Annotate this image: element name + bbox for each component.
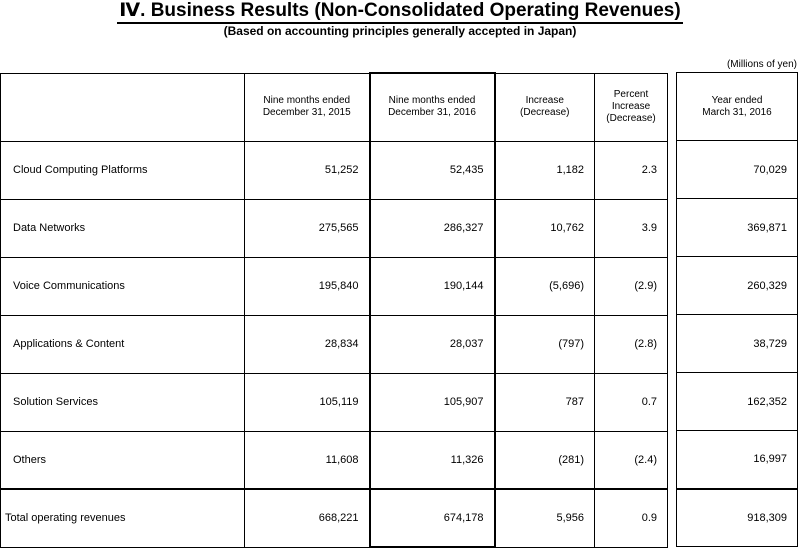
header-nine-months-2015 xyxy=(245,73,370,141)
header-line: Nine months ended xyxy=(263,95,351,106)
table-row xyxy=(677,257,798,315)
cell-2016: 286,327 xyxy=(370,199,495,257)
cell-percent: (2.9) xyxy=(595,257,668,315)
report-title xyxy=(0,0,800,22)
cell-increase: (5,696) xyxy=(495,257,595,315)
row-label: Voice Communications xyxy=(1,257,245,315)
cell-percent: (2.4) xyxy=(595,431,668,489)
cell-year: 369,871 xyxy=(677,199,798,257)
cell-2016: 105,907 xyxy=(370,373,495,431)
cell-year: 16,997 xyxy=(677,431,798,489)
header-year-ended xyxy=(677,73,798,141)
row-label: Others xyxy=(1,431,245,489)
header-line: Nine months ended xyxy=(388,95,476,107)
row-label: Solution Services xyxy=(1,373,245,431)
revenue-table xyxy=(0,72,668,548)
total-percent: 0.9 xyxy=(595,489,668,547)
table-row xyxy=(677,199,798,257)
unit-note: (Millions of yen) xyxy=(726,59,797,70)
row-label: Cloud Computing Platforms xyxy=(1,141,245,199)
cell-2015: 275,565 xyxy=(245,199,370,257)
table-row xyxy=(1,373,668,431)
total-row xyxy=(677,489,798,547)
header-line: (Decrease) xyxy=(520,107,570,118)
total-increase: 5,956 xyxy=(495,489,595,547)
cell-2015: 195,840 xyxy=(245,257,370,315)
cell-2015: 28,834 xyxy=(245,315,370,373)
cell-percent: 3.9 xyxy=(595,199,668,257)
cell-2016: 52,435 xyxy=(370,141,495,199)
header-percent-increase xyxy=(595,73,668,141)
header-line: March 31, 2016 xyxy=(702,106,772,118)
header-line: December 31, 2015 xyxy=(262,107,351,118)
year-ended-table xyxy=(676,72,798,547)
row-label: Data Networks xyxy=(1,199,245,257)
row-label: Applications & Content xyxy=(1,315,245,373)
header-nine-months-2016 xyxy=(370,73,495,141)
total-row xyxy=(1,489,668,547)
cell-2016: 190,144 xyxy=(370,257,495,315)
header-line: Percent xyxy=(613,89,649,100)
cell-increase: 10,762 xyxy=(495,199,595,257)
report-subtitle: (Based on accounting principles generally accepted in Japan) xyxy=(223,24,577,38)
table-row xyxy=(1,315,668,373)
table-row xyxy=(1,257,668,315)
table-row xyxy=(1,199,668,257)
cell-year: 70,029 xyxy=(677,141,798,199)
total-2015: 668,221 xyxy=(245,489,370,547)
table-row xyxy=(1,431,668,489)
cell-percent: 2.3 xyxy=(595,141,668,199)
total-label: Total operating revenues xyxy=(1,489,245,547)
cell-increase: (797) xyxy=(495,315,595,373)
header-blank-cell xyxy=(1,73,245,141)
header-line: (Decrease) xyxy=(606,113,656,124)
table-row xyxy=(1,141,668,199)
table-row xyxy=(677,431,798,489)
header-increase xyxy=(495,73,595,141)
total-year: 918,309 xyxy=(677,489,798,547)
cell-increase: 787 xyxy=(495,373,595,431)
cell-percent: 0.7 xyxy=(595,373,668,431)
header-row xyxy=(677,73,798,141)
cell-2016: 11,326 xyxy=(370,431,495,489)
header-line: Increase xyxy=(525,95,564,106)
cell-year: 38,729 xyxy=(677,315,798,373)
report-title-text: Ⅳ. Business Results (Non-Consolidated Operating Revenues) xyxy=(117,0,682,24)
header-line: Increase xyxy=(611,101,651,112)
cell-percent: (2.8) xyxy=(595,315,668,373)
cell-2016: 28,037 xyxy=(370,315,495,373)
cell-2015: 11,608 xyxy=(245,431,370,489)
total-2016: 674,178 xyxy=(370,489,495,547)
table-row xyxy=(677,315,798,373)
cell-year: 162,352 xyxy=(677,373,798,431)
table-row xyxy=(677,141,798,199)
cell-increase: (281) xyxy=(495,431,595,489)
header-line: Year ended xyxy=(711,94,763,106)
header-row xyxy=(1,73,668,141)
table-row xyxy=(677,373,798,431)
cell-increase: 1,182 xyxy=(495,141,595,199)
cell-2015: 51,252 xyxy=(245,141,370,199)
cell-2015: 105,119 xyxy=(245,373,370,431)
header-line: December 31, 2016 xyxy=(388,107,476,119)
cell-year: 260,329 xyxy=(677,257,798,315)
